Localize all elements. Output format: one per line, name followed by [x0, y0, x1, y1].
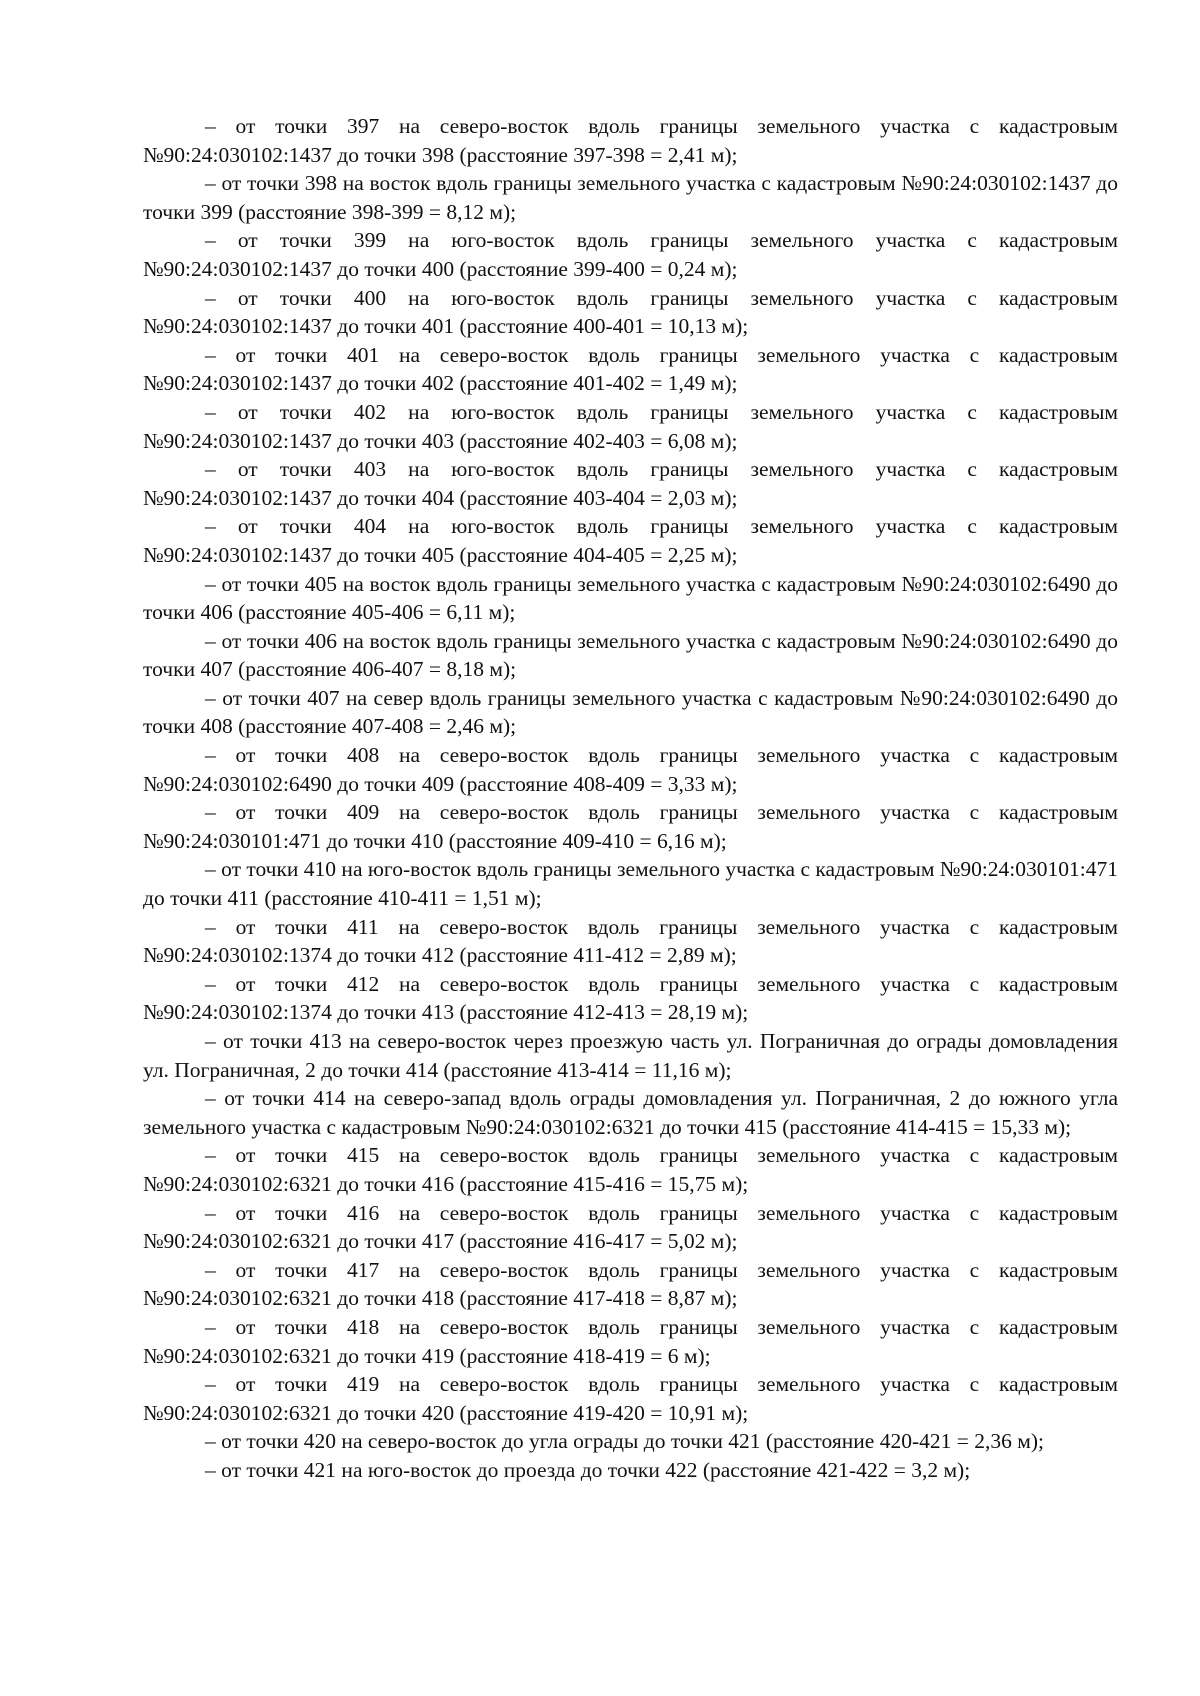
boundary-paragraph-419-420: – от точки 419 на северо-восток вдоль границы земельного участка с кадастровым №90:24:030102:6321 до точки 420 (расстояние 419-420 = 10,91 м); [143, 1372, 1118, 1425]
boundary-paragraph-416-417: – от точки 416 на северо-восток вдоль границы земельного участка с кадастровым №90:24:030102:6321 до точки 417 (расстояние 416-417 = 5,02 м); [143, 1200, 1118, 1254]
boundary-paragraph-411-412: – от точки 411 на северо-восток вдоль границы земельного участка с кадастровым №90:24:030102:1374 до точки 412 (расстояние 411-412 = 2,89 м); [143, 914, 1118, 968]
boundary-paragraph-420-421: – от точки 420 на северо-восток до угла ограды до точки 421 (расстояние 420-421 = 2,36 м); [205, 1429, 1044, 1454]
document-page [143, 112, 1118, 1485]
boundary-paragraph-407-408: – от точки 407 на север вдоль границы земельного участка с кадастровым №90:24:030102:6490 до точки 408 (расстояние 407-408 = 2,46 м); [143, 685, 1118, 739]
boundary-paragraph-399-400: – от точки 399 на юго-восток вдоль границы земельного участка с кадастровым №90:24:030102:1437 до точки 400 (расстояние 399-400 = 0,24 м); [143, 228, 1118, 281]
boundary-paragraph-408-409: – от точки 408 на северо-восток вдоль границы земельного участка с кадастровым №90:24:030102:6490 до точки 409 (расстояние 408-409 = 3,33 м); [143, 743, 1118, 796]
boundary-paragraph-421-422: – от точки 421 на юго-восток до проезда до точки 422 (расстояние 421-422 = 3,2 м); [205, 1457, 971, 1482]
boundary-paragraph-402-403: – от точки 402 на юго-восток вдоль границы земельного участка с кадастровым №90:24:030102:1437 до точки 403 (расстояние 402-403 = 6,08 м); [143, 399, 1118, 453]
boundary-paragraph-405-406: – от точки 405 на восток вдоль границы земельного участка с кадастровым №90:24:030102:6490 до точки 406 (расстояние 405-406 = 6,11 м); [143, 571, 1118, 625]
boundary-paragraph-409-410: – от точки 409 на северо-восток вдоль границы земельного участка с кадастровым №90:24:030101:471 до точки 410 (расстояние 409-410 = 6,16 м); [143, 800, 1118, 853]
boundary-paragraph-418-419: – от точки 418 на северо-восток вдоль границы земельного участка с кадастровым №90:24:030102:6321 до точки 419 (расстояние 418-419 = 6 м); [143, 1314, 1118, 1368]
boundary-paragraph-414-415: – от точки 414 на северо-запад вдоль ограды домовладения ул. Пограничная, 2 до южного угла земельного участка с кадастровым №90:24:030102:6321 до точки 415 (расстояние 414-415 = 15,33 м); [143, 1086, 1118, 1139]
boundary-paragraph-400-401: – от точки 400 на юго-восток вдоль границы земельного участка с кадастровым №90:24:030102:1437 до точки 401 (расстояние 400-401 = 10,13 м); [143, 285, 1118, 339]
boundary-paragraph-417-418: – от точки 417 на северо-восток вдоль границы земельного участка с кадастровым №90:24:030102:6321 до точки 418 (расстояние 417-418 = 8,87 м); [143, 1257, 1118, 1311]
boundary-paragraph-403-404: – от точки 403 на юго-восток вдоль границы земельного участка с кадастровым №90:24:030102:1437 до точки 404 (расстояние 403-404 = 2,03 м); [143, 457, 1118, 510]
boundary-paragraph-415-416: – от точки 415 на северо-восток вдоль границы земельного участка с кадастровым №90:24:030102:6321 до точки 416 (расстояние 415-416 = 15,75 м); [143, 1143, 1118, 1196]
boundary-paragraph-397-398: – от точки 397 на северо-восток вдоль границы земельного участка с кадастровым №90:24:030102:1437 до точки 398 (расстояние 397-398 = 2,41 м); [143, 114, 1118, 167]
boundary-paragraph-406-407: – от точки 406 на восток вдоль границы земельного участка с кадастровым №90:24:030102:6490 до точки 407 (расстояние 406-407 = 8,18 м); [143, 628, 1118, 682]
boundary-paragraph-398-399: – от точки 398 на восток вдоль границы земельного участка с кадастровым №90:24:030102:1437 до точки 399 (расстояние 398-399 = 8,12 м); [143, 171, 1118, 224]
boundary-paragraph-401-402: – от точки 401 на северо-восток вдоль границы земельного участка с кадастровым №90:24:030102:1437 до точки 402 (расстояние 401-402 = 1,49 м); [143, 342, 1118, 396]
boundary-paragraph-404-405: – от точки 404 на юго-восток вдоль границы земельного участка с кадастровым №90:24:030102:1437 до точки 405 (расстояние 404-405 = 2,25 м); [143, 514, 1118, 567]
boundary-paragraph-412-413: – от точки 412 на северо-восток вдоль границы земельного участка с кадастровым №90:24:030102:1374 до точки 413 (расстояние 412-413 = 28,19 м); [143, 971, 1118, 1025]
boundary-paragraph-413-414: – от точки 413 на северо-восток через проезжую часть ул. Пограничная до ограды домовладения ул. Пограничная, 2 до точки 414 (расстояние 413-414 = 11,16 м); [143, 1029, 1118, 1082]
boundary-paragraph-410-411: – от точки 410 на юго-восток вдоль границы земельного участка с кадастровым №90:24:030101:471 до точки 411 (расстояние 410-411 = 1,51 м); [143, 857, 1118, 911]
